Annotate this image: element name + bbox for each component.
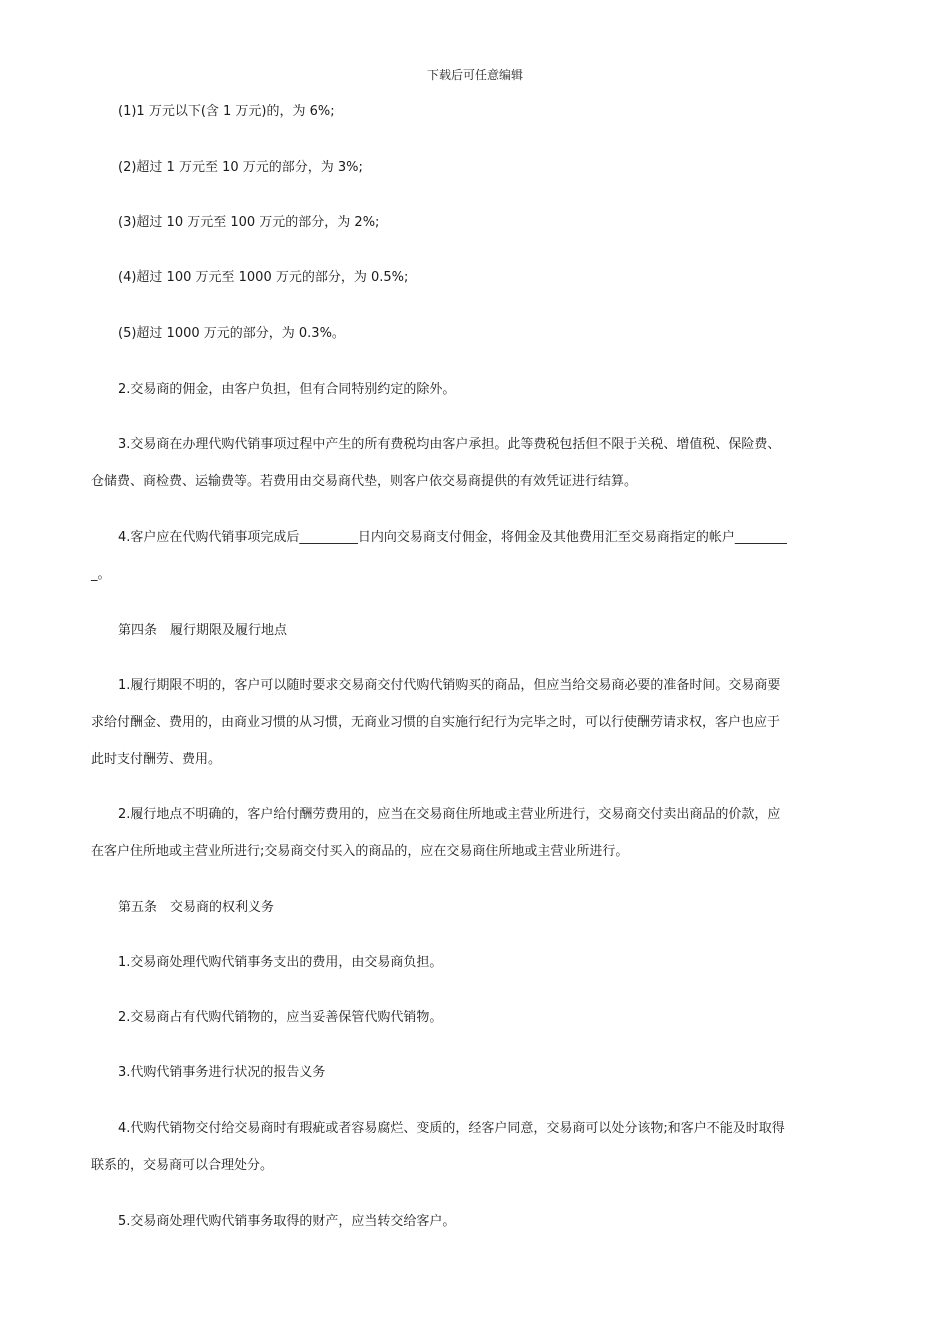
paragraph	[91, 93, 861, 130]
paragraph	[91, 259, 861, 296]
paragraph-line: 仓储费、商检费、运输费等。若费用由交易商代垫，则客户依交易商提供的有效凭证进行结算。	[91, 474, 638, 489]
paragraph-line: 4.客户应在代购代销事项完成后_________日内向交易商支付佣金，将佣金及其他费用汇至交易商指定的帐户________	[118, 530, 787, 545]
paragraph-line: 3.代购代销事务进行状况的报告义务	[118, 1065, 326, 1080]
paragraph	[91, 426, 861, 500]
paragraph	[91, 796, 861, 870]
paragraph-line: 2.交易商占有代购代销物的，应当妥善保管代购代销物。	[118, 1010, 443, 1025]
paragraph	[91, 371, 861, 408]
paragraph-line: 2.履行地点不明确的，客户给付酬劳费用的，应当在交易商住所地或主营业所进行，交易商交付卖出商品的价款，应	[118, 807, 781, 822]
paragraph-line: (5)超过 1000 万元的部分，为 0.3%。	[118, 326, 345, 341]
page-header: 下载后可任意编辑	[426, 68, 523, 82]
paragraph-line: 2.交易商的佣金，由客户负担，但有合同特别约定的除外。	[118, 382, 456, 397]
paragraph-line: (1)1 万元以下(含 1 万元)的，为 6%;	[118, 104, 335, 119]
paragraph-line: (2)超过 1 万元至 10 万元的部分，为 3%;	[118, 160, 363, 175]
paragraph	[91, 149, 861, 186]
paragraph	[91, 315, 861, 352]
paragraph	[91, 1110, 861, 1184]
paragraph-line: 第五条 交易商的权利义务	[118, 900, 275, 915]
paragraph-line: 3.交易商在办理代购代销事项过程中产生的所有费税均由客户承担。此等费税包括但不限于关税、增值税、保险费、	[118, 437, 781, 452]
paragraph-line: 此时支付酬劳、费用。	[91, 752, 222, 767]
paragraph-line: (4)超过 100 万元至 1000 万元的部分，为 0.5%;	[118, 270, 409, 285]
paragraph	[91, 999, 861, 1036]
paragraph-line: 求给付酬金、费用的，由商业习惯的从习惯，无商业习惯的自实施行纪行为完毕之时，可以行使酬劳请求权，客户也应于	[91, 715, 781, 730]
paragraph-line: 1.交易商处理代购代销事务支出的费用，由交易商负担。	[118, 955, 443, 970]
paragraph-line: 4.代购代销物交付给交易商时有瑕疵或者容易腐烂、变质的，经客户同意，交易商可以处分该物;和客户不能及时取得	[118, 1121, 785, 1136]
paragraph-line: 1.履行期限不明的，客户可以随时要求交易商交付代购代销购买的商品，但应当给交易商必要的准备时间。交易商要	[118, 678, 781, 693]
paragraph	[91, 1054, 861, 1091]
paragraph-line: 第四条 履行期限及履行地点	[118, 623, 288, 638]
section-heading	[91, 612, 861, 649]
paragraph	[91, 667, 861, 778]
paragraph	[91, 204, 861, 241]
paragraph-line: 联系的，交易商可以合理处分。	[91, 1158, 274, 1173]
paragraph-line: 在客户住所地或主营业所进行;交易商交付买入的商品的，应在交易商住所地或主营业所进行。	[91, 844, 629, 859]
paragraph	[91, 519, 861, 593]
paragraph-line: _。	[91, 567, 111, 582]
paragraph-line: 5.交易商处理代购代销事务取得的财产，应当转交给客户。	[118, 1214, 456, 1229]
section-heading	[91, 889, 861, 926]
paragraph	[91, 1203, 861, 1240]
paragraph-line: (3)超过 10 万元至 100 万元的部分，为 2%;	[118, 215, 380, 230]
paragraph	[91, 944, 861, 981]
